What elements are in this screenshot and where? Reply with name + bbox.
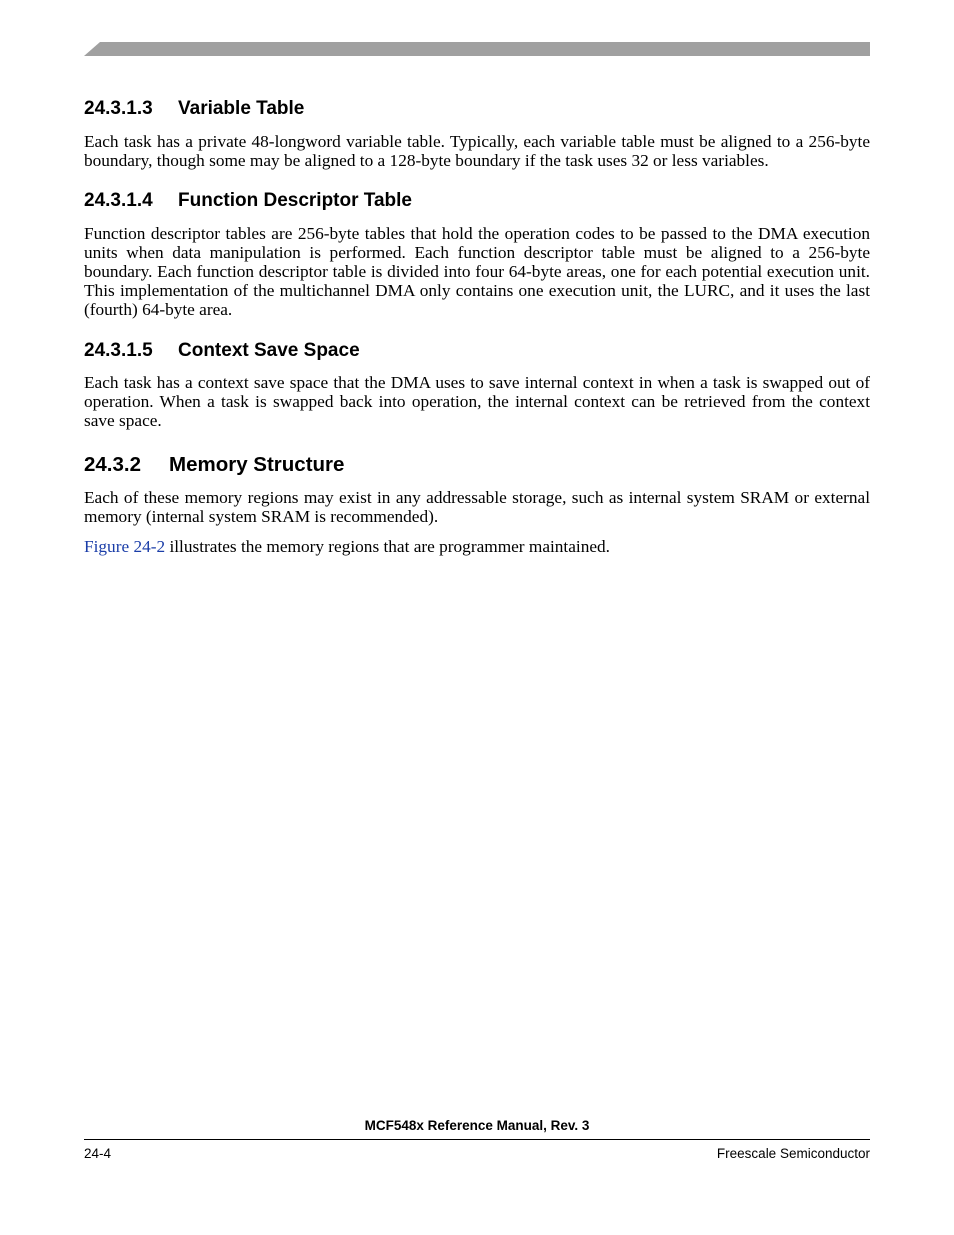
footer-manual-title: MCF548x Reference Manual, Rev. 3	[364, 1118, 590, 1133]
paragraph-variable-table: Each task has a private 48-longword variable table. Typically, each variable table must be aligned to a 256-byte boundary, though some may be aligned to a 128-byte boundary if the task uses 32 or less variables.	[84, 132, 870, 170]
section-title: Variable Table	[178, 98, 305, 119]
section-number: 24.3.1.3	[84, 98, 153, 119]
section-heading-variable-table	[84, 97, 870, 121]
section-number: 24.3.1.5	[84, 340, 153, 361]
figure-reference-text: illustrates the memory regions that are programmer maintained.	[165, 537, 610, 556]
section-title: Function Descriptor Table	[178, 190, 413, 211]
header-bar	[84, 42, 870, 56]
section-heading-context-save-space	[84, 339, 870, 363]
section-number: 24.3.1.4	[84, 190, 153, 211]
paragraph-function-descriptor-table: Function descriptor tables are 256-byte tables that hold the operation codes to be passed to the DMA execution units when data manipulation is performed. Each function descriptor table must be aligned to a 256-byte boundary. Each function descriptor table is divided into four 64-byte areas, one for each potential execution unit. This implementation of the multichannel DMA only contains one execution unit, the LURC, and it uses the last (fourth) 64-byte area.	[84, 224, 870, 319]
page-content	[84, 97, 870, 556]
footer-page-number: 24-4	[84, 1146, 112, 1161]
paragraph-context-save-space: Each task has a context save space that the DMA uses to save internal context in when a task is swapped out of operation. When a task is swapped back into operation, the internal context can be retrieved from the context save space.	[84, 373, 870, 430]
paragraph-figure-reference	[84, 537, 870, 556]
footer-divider	[84, 1139, 870, 1140]
section-number: 24.3.2	[84, 453, 141, 476]
section-heading-function-descriptor-table	[84, 189, 870, 213]
section-title: Context Save Space	[178, 340, 360, 361]
footer-company: Freescale Semiconductor	[716, 1146, 870, 1161]
section-title: Memory Structure	[169, 453, 345, 476]
section-heading-memory-structure	[84, 452, 870, 478]
figure-24-2-link[interactable]: Figure 24-2	[84, 537, 166, 556]
paragraph-memory-structure: Each of these memory regions may exist in any addressable storage, such as internal system SRAM or external memory (internal system SRAM is recommended).	[84, 488, 870, 526]
